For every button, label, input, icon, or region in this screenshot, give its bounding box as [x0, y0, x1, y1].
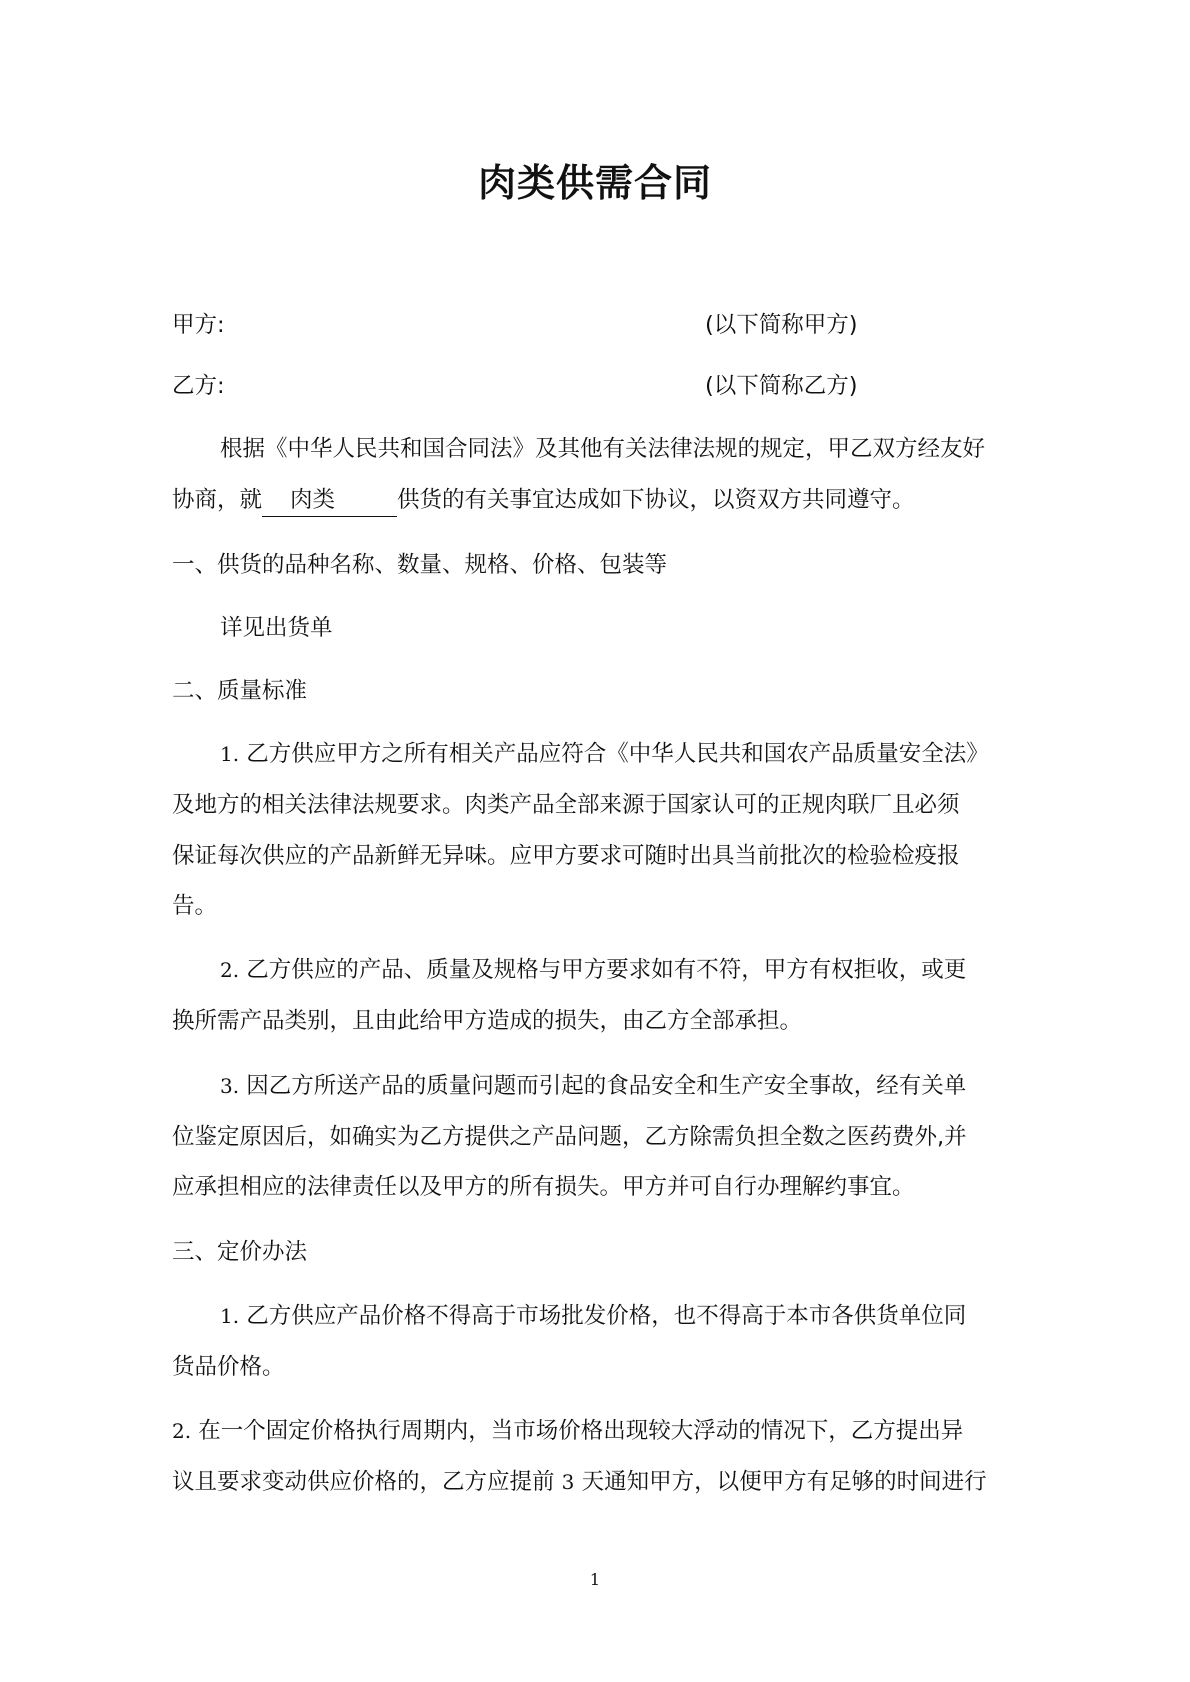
item-text-before: 议且要求变动供应价格的，乙方应提前	[172, 1469, 555, 1495]
quality-item-1-line-3: 保证每次供应的产品新鲜无异味。应甲方要求可随时出具当前批次的检验检疫报	[172, 843, 960, 869]
goods-blank-field: 肉类	[262, 484, 397, 517]
party-a-label: 甲方:	[172, 312, 225, 338]
pricing-item-2-line-2	[172, 1466, 987, 1498]
quality-item-1-line-4: 告。	[172, 893, 218, 919]
item-number: 3.	[220, 1074, 240, 1098]
party-a-note: (以下简称甲方)	[705, 312, 858, 338]
notice-days-number: 3	[561, 1470, 575, 1494]
party-b-note: (以下简称乙方)	[705, 373, 858, 399]
item-number: 1.	[220, 1304, 240, 1328]
item-text: 乙方供应的产品、质量及规格与甲方要求如有不符，甲方有权拒收，或更	[246, 957, 967, 983]
section-2-heading: 二、质量标准	[172, 678, 308, 704]
item-number: 2.	[172, 1419, 192, 1443]
quality-item-1-line-2: 及地方的相关法律法规要求。肉类产品全部来源于国家认可的正规肉联厂且必须	[172, 792, 960, 818]
pricing-item-1-line-1	[220, 1300, 966, 1332]
quality-item-1-line-1	[220, 738, 989, 770]
quality-item-2-line-2: 换所需产品类别，且由此给甲方造成的损失，由乙方全部承担。	[172, 1008, 803, 1034]
item-number: 2.	[220, 958, 240, 982]
quality-item-3-line-2: 位鉴定原因后，如确实为乙方提供之产品问题，乙方除需负担全数之医药费外,并	[172, 1124, 967, 1150]
item-text: 在一个固定价格执行周期内，当市场价格出现较大浮动的情况下，乙方提出异	[198, 1418, 964, 1444]
preamble-line-1: 根据《中华人民共和国合同法》及其他有关法律法规的规定，甲乙双方经友好	[220, 436, 986, 462]
preamble-text-after: 供货的有关事宜达成如下协议，以资双方共同遵守。	[397, 487, 915, 513]
page-number: 1	[589, 1570, 601, 1589]
item-number: 1.	[220, 742, 240, 766]
quality-item-3-line-3: 应承担相应的法律责任以及甲方的所有损失。甲方并可自行办理解约事宜。	[172, 1174, 915, 1200]
quality-item-2-line-1	[220, 954, 966, 986]
section-3-heading: 三、定价办法	[172, 1239, 308, 1265]
section-1-heading: 一、供货的品种名称、数量、规格、价格、包装等	[172, 552, 668, 578]
pricing-item-2-line-1	[172, 1415, 963, 1447]
preamble-text-before: 协商，就	[172, 487, 263, 513]
document-title: 肉类供需合同	[477, 161, 712, 205]
party-a-row	[172, 309, 858, 341]
party-b-row	[172, 370, 858, 402]
item-text: 乙方供应甲方之所有相关产品应符合《中华人民共和国农产品质量安全法》	[246, 741, 989, 767]
quality-item-3-line-1	[220, 1070, 966, 1102]
item-text: 因乙方所送产品的质量问题而引起的食品安全和生产安全事故，经有关单	[246, 1073, 967, 1099]
pricing-item-1-line-2: 货品价格。	[172, 1354, 285, 1380]
party-b-label: 乙方:	[172, 373, 225, 399]
preamble-line-2	[172, 484, 915, 517]
item-text-after: 天通知甲方，以便甲方有足够的时间进行	[581, 1469, 987, 1495]
item-text: 乙方供应产品价格不得高于市场批发价格，也不得高于本市各供货单位同	[246, 1303, 967, 1329]
section-1-body: 详见出货单	[220, 615, 333, 641]
